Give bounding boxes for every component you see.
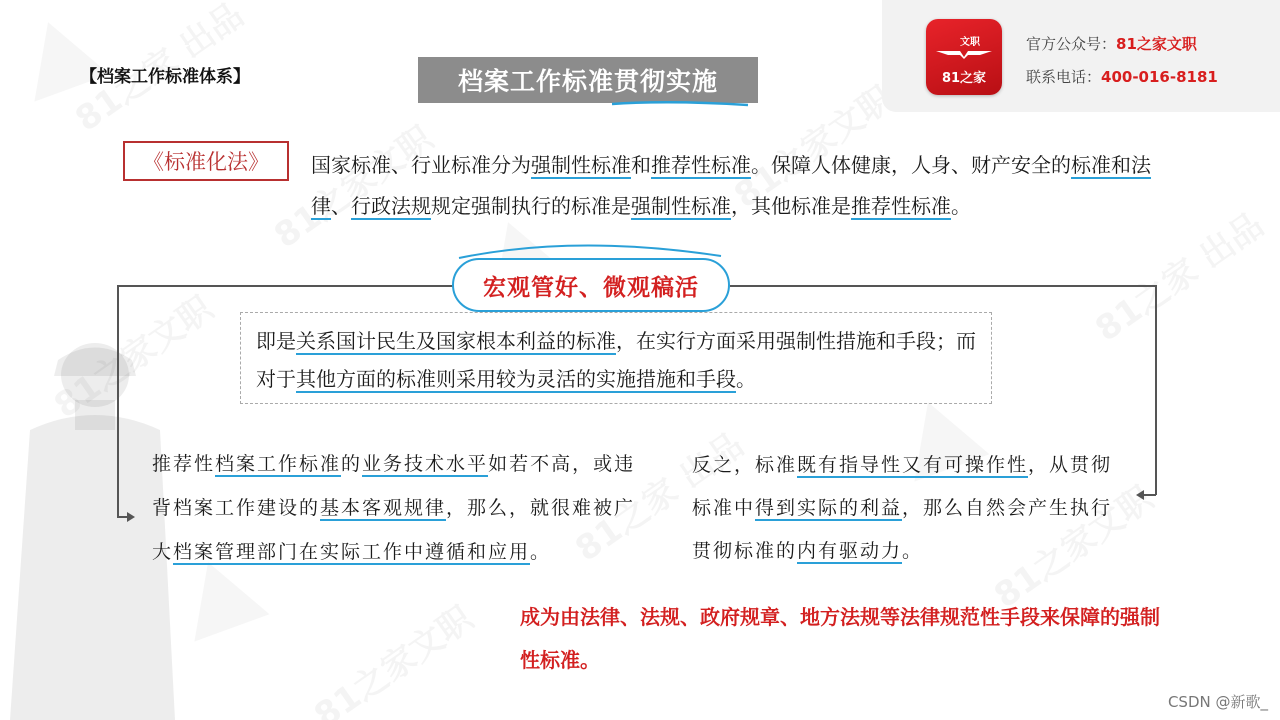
wing-icon [936, 49, 992, 59]
logo-top-text: 文职 [960, 37, 980, 48]
frame-left [117, 285, 119, 517]
frame-top-right [730, 285, 1156, 287]
section-label: 【档案工作标准体系】 [80, 67, 250, 87]
left-paragraph: 推荐性档案工作标准的业务技术水平如若不高，或违背档案工作建设的基本客观规律，那么，就很难被广大档案管理部门在实际工作中遵循和应用。 [152, 453, 636, 563]
brand-logo [926, 19, 1002, 95]
conclusion-text: 成为由法律、法规、政府规章、地方法规等法律规范性手段来保障的强制性标准。 [520, 605, 1160, 672]
bubble-ink-stroke [455, 236, 725, 262]
phone-value: 400-016-8181 [1101, 68, 1218, 86]
frame-right [1155, 285, 1157, 495]
arrow-right-icon [127, 512, 135, 522]
account-label: 官方公众号： [1026, 35, 1117, 53]
highlight-bubble: 宏观管好、微观稿活 [452, 258, 730, 312]
phone-line [1026, 66, 1218, 87]
law-paragraph: 国家标准、行业标准分为强制性标准和推荐性标准。保障人体健康，人身、财产安全的标准和法律、行政法规规定强制执行的标准是强制性标准，其他标准是推荐性标准。 [311, 153, 1151, 218]
logo-bottom-text: 81之家 [941, 71, 987, 86]
credit-watermark: CSDN @新歌_ [1167, 693, 1268, 711]
phone-label: 联系电话： [1026, 68, 1102, 86]
center-paragraph: 即是关系国计民生及国家根本利益的标准，在实行方面采用强制性措施和手段；而对于其他方面的标准则采用较为灵活的实施措施和手段。 [256, 329, 976, 391]
right-paragraph: 反之，标准既有指导性又有可操作性，从贯彻标准中得到实际的利益，那么自然会产生执行贯彻标准的内有驱动力。 [692, 454, 1113, 562]
frame-top-left [117, 285, 453, 287]
account-line [1026, 33, 1197, 54]
page-title: 档案工作标准贯彻实施 [418, 57, 758, 103]
frame-right-tick [1144, 494, 1156, 496]
law-label: 《标准化法》 [123, 141, 289, 181]
account-value: 81之家文职 [1116, 35, 1197, 53]
watermark-text [303, 592, 481, 720]
watermark-shape [10, 8, 109, 101]
arrow-left-icon [1136, 490, 1144, 500]
title-underline-stroke [610, 98, 750, 110]
watermark-text [43, 282, 221, 427]
